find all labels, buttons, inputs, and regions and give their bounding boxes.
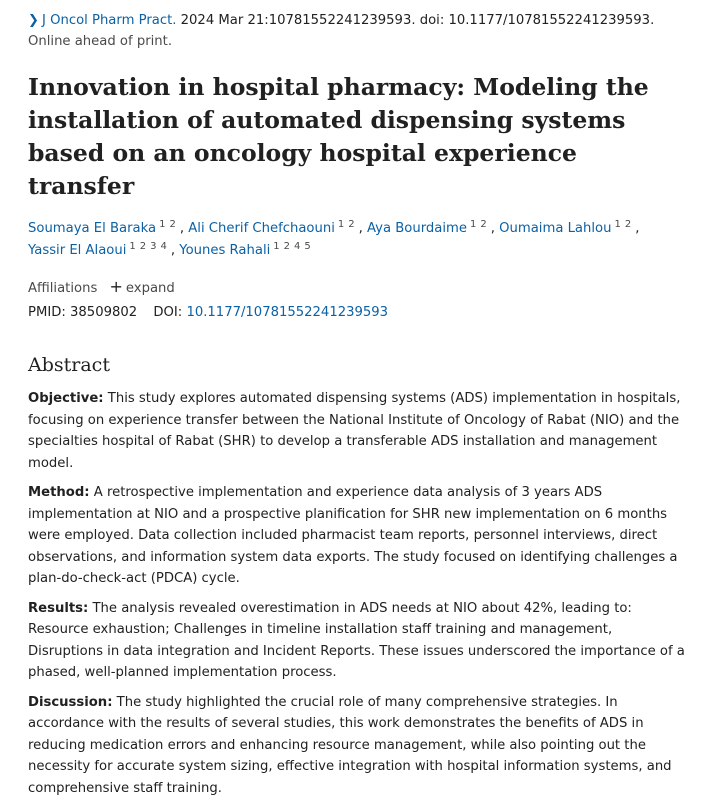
affiliation-refs [129,241,171,252]
author-separator: , [180,221,184,236]
affiliation-ref[interactable]: 1 [273,241,279,252]
affiliation-ref[interactable]: 2 [140,241,146,252]
publication-status: Online ahead of print. [28,34,172,49]
author-link[interactable]: Aya Bourdaime [367,221,467,236]
abstract-section [28,388,687,474]
affiliation-ref[interactable]: 1 [129,241,135,252]
affiliation-refs [338,219,359,230]
citation-details: 2024 Mar 21:10781552241239593. doi: 10.1177/10781552241239593. [181,13,655,28]
affiliation-ref[interactable]: 1 [159,219,165,230]
author-link[interactable]: Ali Cherif Chefchaouni [188,221,335,236]
affiliation-ref[interactable]: 1 [614,219,620,230]
expand-label: expand [126,281,175,296]
abstract-section-label: Objective: [28,391,104,406]
affiliation-ref[interactable]: 2 [625,219,631,230]
abstract-section-text: This study explores automated dispensing systems (ADS) implementation in hospitals, focusing on experience transfer between the National Institute of Oncology of Rabat (NIO) and the specialties hospital of Rabat (SHR) to develop a transferable ADS installation and management model. [28,391,680,471]
affiliation-ref[interactable]: 3 [150,241,156,252]
author-link[interactable]: Younes Rahali [179,243,270,258]
chevron-right-icon[interactable]: ❯ [28,10,42,31]
affiliation-ref[interactable]: 2 [480,219,486,230]
affiliation-ref[interactable]: 2 [169,219,175,230]
affiliation-refs [273,241,315,252]
abstract-section-text: The study highlighted the crucial role of many comprehensive strategies. In accordance with the results of several studies, this work demonstrates the benefits of ADS in reducing medication errors and enhancing resource management, while also pointing out the necessity for accurate system sizing, effective integration with hospital information systems, and comprehensive staff training. [28,695,672,796]
author-link[interactable]: Yassir El Alaoui [28,243,126,258]
abstract-section-label: Results: [28,601,88,616]
author-separator: , [171,243,175,258]
affiliation-ref[interactable]: 1 [338,219,344,230]
journal-link[interactable]: J Oncol Pharm Pract. [42,13,176,28]
identifiers-row [28,302,687,324]
affiliation-refs [614,219,635,230]
affiliation-ref[interactable]: 2 [348,219,354,230]
author-separator: , [491,221,495,236]
abstract-section [28,598,687,684]
article-title: Innovation in hospital pharmacy: Modeling the installation of automated dispensing systems based on an oncology hospital experience transfer [28,71,687,203]
author-separator: , [359,221,363,236]
abstract-section-text: A retrospective implementation and experience data analysis of 3 years ADS implementation at NIO and a prospective planification for SHR new implementation on 6 months were employed. Data collection included pharmacist team reports, personnel interviews, direct observations, and information system data exports. The study focused on identifying challenges a plan-do-check-act (PDCA) cycle. [28,485,678,586]
affiliations-row [28,276,687,300]
abstract-section [28,692,687,799]
affiliation-ref[interactable]: 5 [304,241,310,252]
pmid-label: PMID: [28,305,66,320]
affiliation-ref[interactable]: 2 [284,241,290,252]
abstract-section-label: Discussion: [28,695,112,710]
abstract-section [28,482,687,590]
affiliation-refs [159,219,180,230]
abstract-heading: Abstract [28,352,687,378]
author-list [28,218,687,262]
doi-link[interactable]: 10.1177/10781552241239593 [186,305,388,320]
affiliation-ref[interactable]: 4 [161,241,167,252]
abstract-body [28,388,687,799]
affiliation-ref[interactable]: 4 [294,241,300,252]
abstract-section-text: The analysis revealed overestimation in ADS needs at NIO about 42%, leading to: Resource exhaustion; Challenges in timeline installation staff training and management, Disruptions in data integration and Incident Reports. These issues underscored the importance of a phased, well-planned implementation process. [28,601,685,681]
author-link[interactable]: Soumaya El Baraka [28,221,156,236]
affiliations-label: Affiliations [28,281,97,296]
pmid-value: 38509802 [70,305,137,320]
affiliation-ref[interactable]: 1 [470,219,476,230]
affiliations-expand-button[interactable] [110,281,175,296]
doi-label: DOI: [153,305,182,320]
citation-block [28,10,687,52]
plus-icon: + [110,277,123,296]
author-separator: , [635,221,639,236]
author-link[interactable]: Oumaima Lahlou [499,221,611,236]
affiliation-refs [470,219,491,230]
abstract-section-label: Method: [28,485,90,500]
